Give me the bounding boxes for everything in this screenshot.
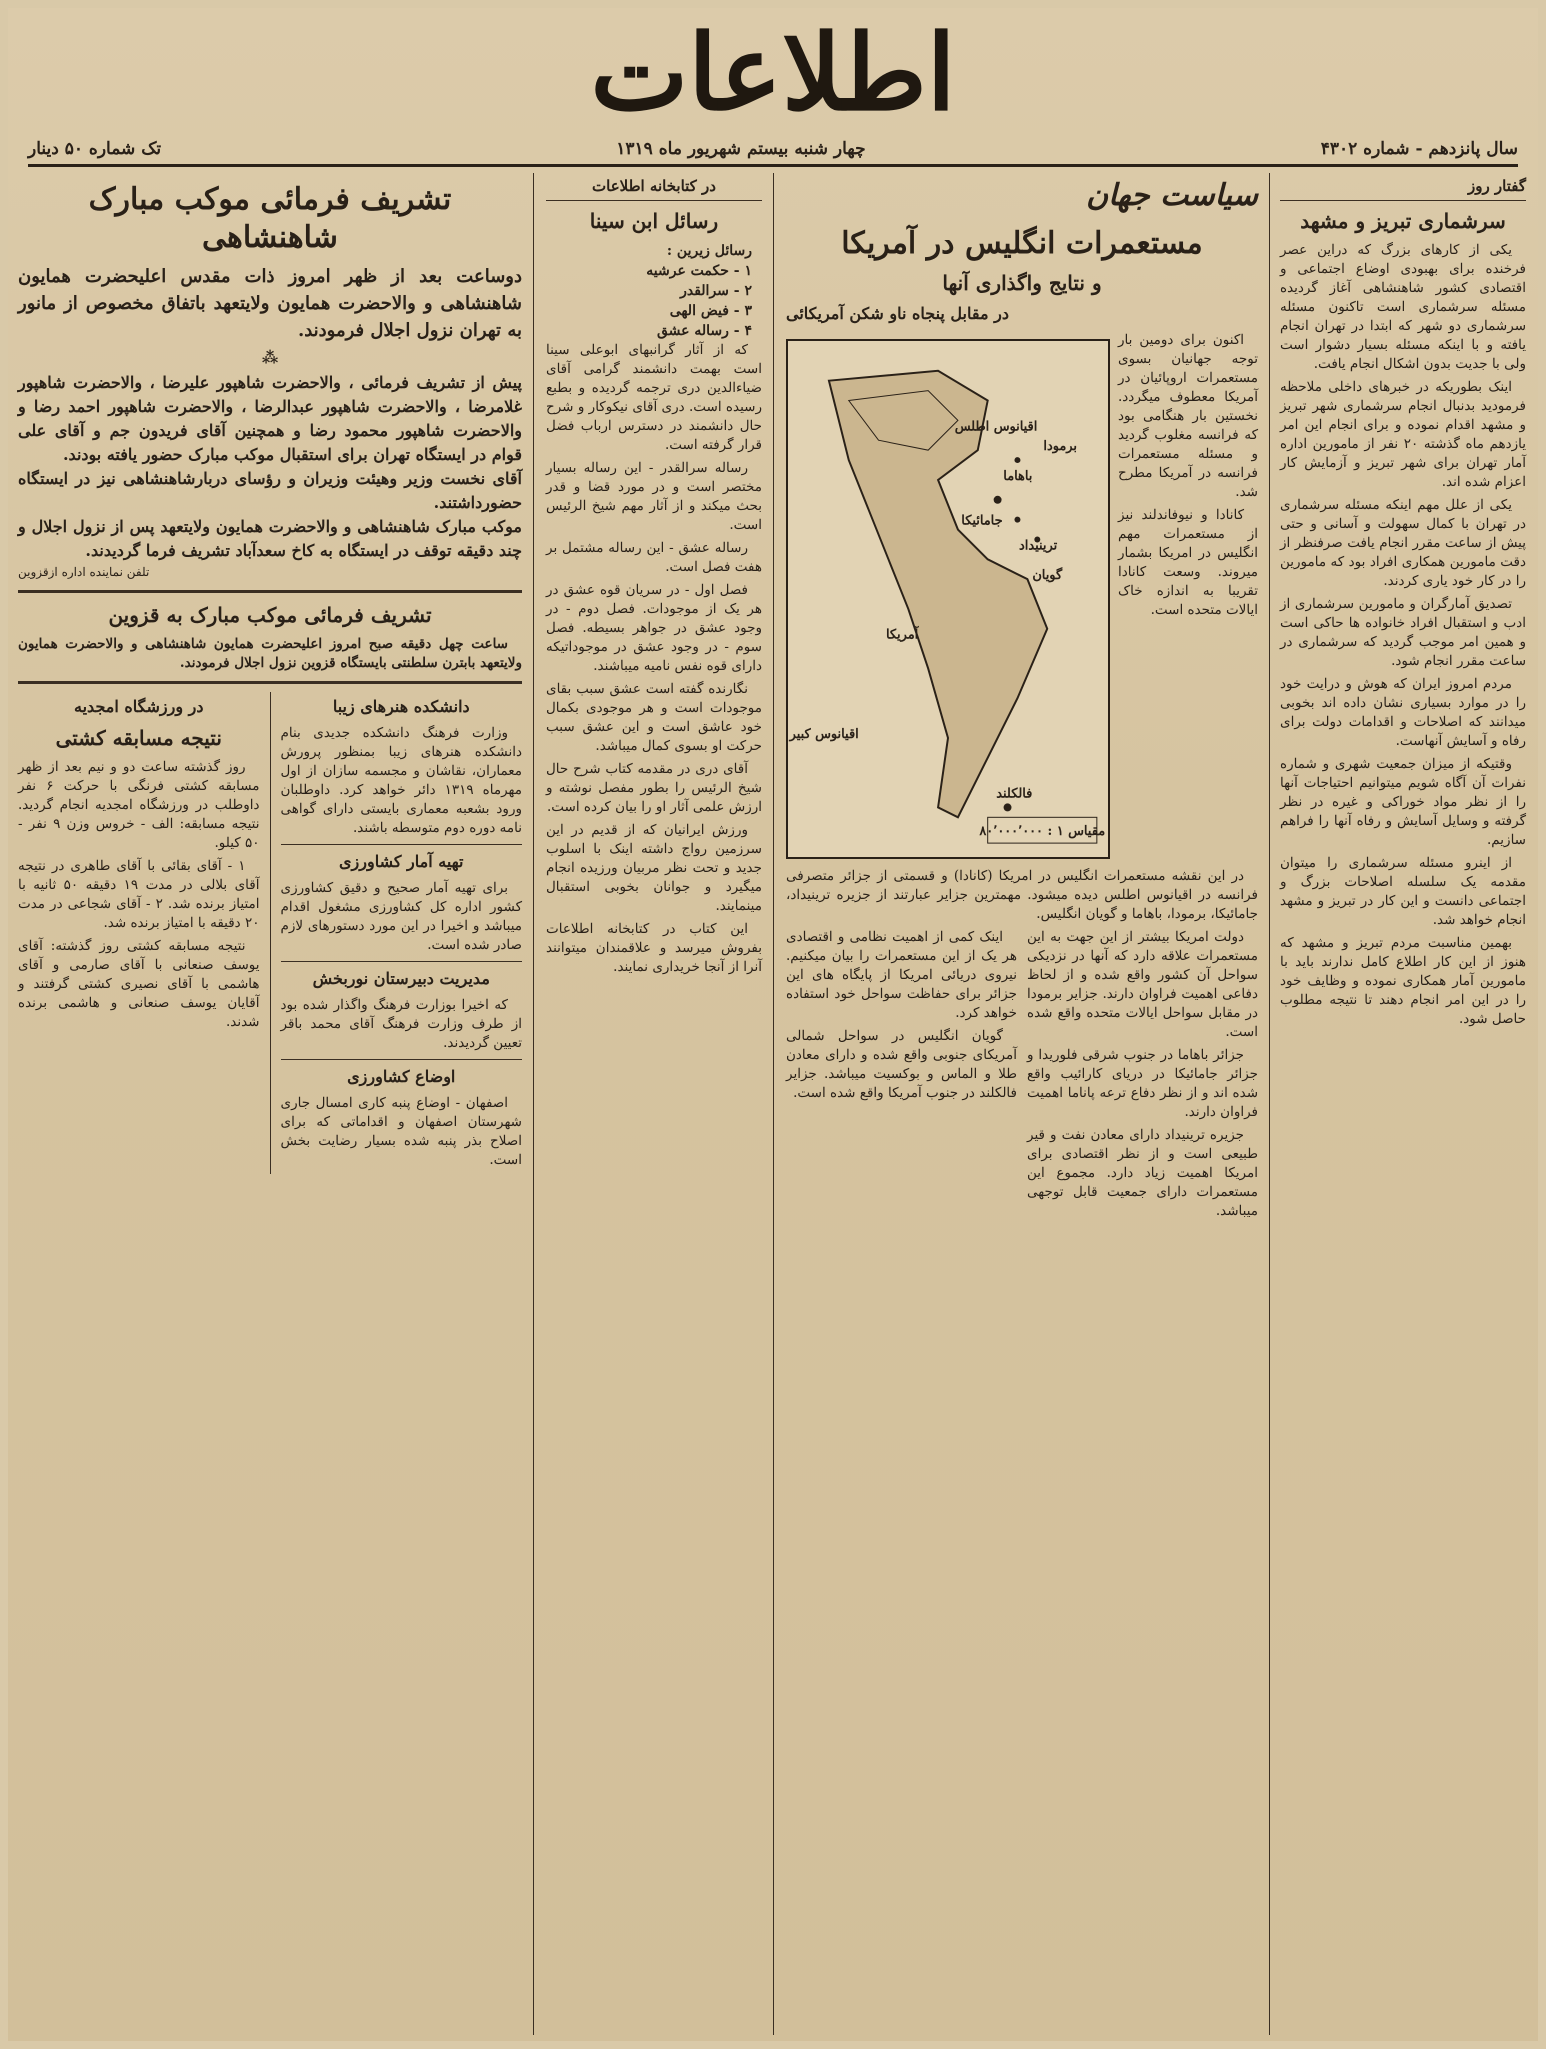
subhead: مدیریت دبیرستان نوربخش xyxy=(312,969,490,988)
article-paragraph: مردم امروز ایران که هوش و درایت خود را در موارد بسیاری نشان داده اند بخوبی میدانند که اصلاحات و اقدامات دولت برای رفاه و آسایش آنهاست. xyxy=(1280,676,1526,749)
subhead: اوضاع کشاورزی xyxy=(347,1067,456,1086)
map-illustration xyxy=(786,339,1110,859)
world-headline: مستعمرات انگلیس در آمریکا xyxy=(841,226,1203,261)
article-paragraph: وقتیکه از میزان جمعیت شهری و شماره نفرات آن آگاه شویم میتوانیم احتیاجات آنها را از نظر مواد خوراکی و غیره در نظر گرفته و وسایل آسایش و رفاه آنها را فراهم سازیم. xyxy=(1280,756,1526,848)
subhead: تهیه آمار کشاورزی xyxy=(339,852,464,871)
article-paragraph: فصل اول - در سریان قوه عشق در هر یک از موجودات. فصل دوم - در وجود عشق در جواهر بسیطه. فصل سوم - در وجود عشق در موجوداتیکه دارای قوه نفس نامیه میباشند. xyxy=(546,582,762,674)
column-royal-news xyxy=(10,173,530,2035)
column-library xyxy=(538,173,770,2035)
world-lead-column xyxy=(1118,331,1258,867)
article-paragraph: آقای دری در مقدمه کتاب شرح حال شیخ الرئیس را بطور مفصل نوشته و ارزش علمی آثار او را بیان کرده است. xyxy=(546,761,762,815)
wrestling-headline: نتیجه مسابقه کشتی xyxy=(55,726,222,750)
map-label: گویان xyxy=(1032,568,1063,584)
issue-date: چهار شنبه بیستم شهریور ماه ۱۳۱۹ xyxy=(616,138,866,159)
subhead: در ورزشگاه امجدیه xyxy=(74,697,204,716)
map-label: برمودا xyxy=(1043,439,1077,455)
article-paragraph: که از آثار گرانبهای ابوعلی سینا است بهمت دانشمند گرامی آقای ضیاءالدین دری ترجمه گردیده و بطبع رسیده است. دری آقای نیکوکار و شرح حال دانشمند در دسترس ارباب فضل قرار گرفته است. xyxy=(546,342,762,453)
article-paragraph: که اخیرا بوزارت فرهنگ واگذار شده بود از طرف وزارت فرهنگ آقای محمد باقر تعیین گردیدند. xyxy=(280,997,522,1051)
divider xyxy=(281,844,523,845)
article-paragraph: کانادا و نیوفاندلند نیز از مستعمرات مهم انگلیس در امریکا بشمار میروند. وسعت کانادا تقریبا به اندازه خاک ایالات متحده است. xyxy=(1118,507,1258,618)
list-item: ۲ - سرالقدر xyxy=(680,283,752,299)
article-paragraph: رساله سرالقدر - این رساله بسیار مختصر است و در مورد قضا و قدر بحث میکند و از آثار مهم شیخ الرئیس است. xyxy=(546,460,762,533)
issue-info-bar xyxy=(28,133,1518,167)
article-paragraph: اصفهان - اوضاع پنبه کاری امسال جاری شهرستان اصفهان و اقداماتی که برای اصلاح بذر پنبه شده بسیار رضایت بخش است. xyxy=(280,1095,522,1168)
divider xyxy=(281,961,523,962)
continent-shape xyxy=(829,371,1047,818)
column-rule xyxy=(270,692,271,1174)
article-paragraph: از اینرو مسئله سرشماری را میتوان مقدمه یک سلسله اصلاحات بزرگ و اجتماعی دانست و این کار در تبریز و مشهد انجام خواهد شد. xyxy=(1280,855,1526,928)
royal-paragraph: پیش از تشریف فرمائی ، والاحضرت شاهپور علیرضا ، والاحضرت شاهپور غلامرضا ، والاحضرت شاهپور عبدالرضا ، والاحضرت شاهپور احمد رضا و والاحضرت شاهپور محمود رضا و همچنین آقای فریدون جم و آقای علی قوام در ایستگاه تهران برای استقبال موکب مبارک حضور یافته بودند. xyxy=(18,373,523,464)
masthead xyxy=(8,11,1538,134)
world-subsubheadline: در مقابل پنجاه ناو شکن آمریکائی xyxy=(786,304,1009,323)
article-paragraph: جزیره ترینیداد دارای معادن نفت و قیر طبیعی است و از نظر اقتصادی برای امریکا اهمیت زیاد دارد. مجموع این مستعمرات دارای جمعیت قابل توجهی میباشد. xyxy=(1027,1127,1258,1219)
map-label: اقیانوس کبیر xyxy=(789,726,859,742)
article-paragraph: یکی از علل مهم اینکه مسئله سرشماری در تهران با کمال سهولت و آسانی و حتی پیش از ساعت مقرر انجام یافت صرفنظر از دقت مامورین همکاری افراد بود که مامورین را در کار خود یاری کردند. xyxy=(1280,497,1526,589)
list-item: ۳ - فیض الهی xyxy=(669,303,752,319)
map-label: اقیانوس اطلس xyxy=(954,419,1038,435)
island-marker xyxy=(1014,517,1020,523)
newspaper-title: اطلاعات xyxy=(590,11,956,134)
list-item: ۱ - حکمت عرشیه xyxy=(646,263,752,279)
dispatch-source: تلفن نماینده اداره ازقزوین xyxy=(18,565,150,579)
world-subcolumn xyxy=(786,928,1017,1225)
royal-subcolumn xyxy=(18,692,260,1174)
article-paragraph: این کتاب در کتابخانه اطلاعات بفروش میرسد و علاقمندان میتوانند آنرا از آنجا خریداری نمایند. xyxy=(546,921,762,975)
article-paragraph: یکی از کارهای بزرگ که دراین عصر فرخنده برای بهبودی اوضاع اجتماعی و اقتصادی کشور شاهنشاهی آغاز گردیده مسئله سرشماری است تاکنون مسئله سرشماری دو شهر که ابتدا در تهران انجام یافته و با اینکه مسئله بسیار دشوار است ولی با جدیت بدون اشکال انجام یافت. xyxy=(1280,242,1526,372)
section-label: سیاست جهان xyxy=(1086,178,1258,213)
article-paragraph: دولت امریکا بیشتر از این جهت به این مستعمرات علاقه دارد که آنها در نزدیکی سواحل آن کشور واقع شده و از لحاظ دفاعی اهمیت فراوان دارند. جزایر برمودا در مقابل سواحل ایالات متحده واقع شده است. xyxy=(1027,929,1258,1040)
royal-subcolumn xyxy=(281,692,523,1174)
island-marker xyxy=(994,496,1002,504)
island-marker xyxy=(1004,803,1012,811)
island-marker xyxy=(1014,457,1020,463)
article-paragraph: ورزش ایرانیان که از قدیم در این سرزمین رواج داشته اینک با اسلوب جدید و تحت نظر مربیان ورزیده انجام میگیرد و جوانان بخوبی استقبال مینمایند. xyxy=(546,822,762,914)
article-paragraph: گویان انگلیس در سواحل شمالی آمریکای جنوبی واقع شده و دارای معادن طلا و الماس و بوکسیت میباشد. جزایر فالکلند در جنوب آمریکا واقع شده است. xyxy=(786,1028,1017,1101)
world-subheadline: و نتایج واگذاری آنها xyxy=(942,271,1102,295)
newspaper-page xyxy=(8,8,1538,2041)
royal-headline: تشریف فرمائی موکب مبارک شاهنشاهی xyxy=(88,182,452,255)
article-paragraph: روز گذشته ساعت دو و نیم بعد از ظهر مسابقه کشتی فرنگی با حرکت ۶ نفر داوطلب در ورزشگاه امجدیه انجام گردید. نتیجه مسابقه: الف - خروس وزن ۹ نفر - ۵۰ کیلو. xyxy=(18,759,260,851)
article-paragraph: اینک کمی از اهمیت نظامی و اقتصادی هر یک از این مستعمرات را بیان میکنیم. نیروی دریائی امریکا از پایگاه های این جزائر برای حفاظت سواحل خود استفاده خواهد کرد. xyxy=(786,929,1017,1021)
map-scale: مقیاس ۱ : ۸۰٬۰۰۰٬۰۰۰ xyxy=(979,824,1106,840)
divider xyxy=(18,590,522,593)
library-headline: رسائل ابن سینا xyxy=(589,209,719,233)
list-title: رسائل زیرین : xyxy=(666,243,752,259)
royal-paragraph: آقای نخست وزیر وهیئت وزیران و رؤسای دربارشاهنشاهی نیز در ایستگاه حضورداشتند. xyxy=(18,469,522,512)
article-paragraph: جزائر باهاما در جنوب شرقی فلوریدا و جزائر جامائیکا در دریای کارائیب واقع شده اند و از نظر دفاع ترعه پاناما اهمیت فراوان دارند. xyxy=(1027,1047,1258,1120)
article-paragraph: اینک بطوریکه در خبرهای داخلی ملاحظه فرمودید بدنبال انجام سرشماری شهر تبریز و مشهد اقدام نموده و برای انجام این امر یازدهم ماه گذشته ۲۰ نفر از مامورین اداره آمار تهران برای شهر تبریز و آزمایش کار اعزام شده اند. xyxy=(1280,379,1526,490)
article-paragraph: بهمین مناسبت مردم تبریز و مشهد که هنوز از این کار اطلاع کامل ندارند باید با مامورین آمار همکاری نموده و وظایف خود را در این امر انجام دهند تا نتیجه مطلوب حاصل شود. xyxy=(1280,935,1526,1027)
column-editorial xyxy=(1272,173,1534,2035)
article-paragraph: در این نقشه مستعمرات انگلیس در امریکا (کانادا) و قسمتی از جزائر متصرفی فرانسه در اقیانوس اطلس دیده میشود. مهمترین جزایر عبارتند از جزیره ترینیداد، جامائیکا، برمودا، باهاما و گویان انگلیس. xyxy=(786,868,1258,922)
article-paragraph: اکنون برای دومین بار توجه جهانیان بسوی مستعمرات اروپائیان در آمریکا معطوف میگردد. نخستین بار هنگامی بود که فرانسه مغلوب گردید و مسئله مستعمرات فرانسه در آمریکا مطرح شد. xyxy=(1118,332,1258,500)
column-rule xyxy=(533,173,534,2035)
column-rule xyxy=(773,173,774,2035)
royal-paragraph: موکب مبارک شاهنشاهی و والاحضرت همایون ولایتعهد پس از نزول اجلال و چند دقیقه توقف در ایستگاه به کاخ سعدآباد تشریف فرما گردیدند. xyxy=(18,517,523,560)
article-paragraph: ۱ - آقای بقائی با آقای طاهری در نتیجه آقای بلالی در مدت ۱۹ دقیقه ۵۰ ثانیه با امتیاز برنده شد. ۲ - آقای شجاعی در مدت ۲۰ دقیقه با امتیاز برنده شد. xyxy=(18,858,260,931)
column-world-politics xyxy=(778,173,1266,2035)
editorial-headline: سرشماری تبریز و مشهد xyxy=(1300,209,1506,233)
section-label: در کتابخانه اطلاعات xyxy=(546,177,762,201)
map-label: آمریکا xyxy=(885,627,919,643)
article-paragraph: ساعت چهل دقیقه صبح امروز اعلیحضرت همایون شاهنشاهی و والاحضرت همایون ولایتعهد بابترن سلطنتی بایستگاه قزوین نزول اجلال فرمودند. xyxy=(18,636,522,671)
divider xyxy=(281,1059,523,1060)
issue-price: تک شماره ۵۰ دینار xyxy=(28,138,162,159)
subhead: دانشکده هنرهای زیبا xyxy=(332,697,470,716)
separator-dots: ⁂ xyxy=(261,348,279,367)
list-item: ۴ - رساله عشق xyxy=(656,323,752,339)
map-label: جامائیکا xyxy=(961,513,1003,529)
book-list xyxy=(546,241,762,341)
article-paragraph: برای تهیه آمار صحیح و دقیق کشاورزی کشور اداره کل کشاورزی مشغول اقدام میباشد و اخیرا در این مورد دستورهای لازم صادر شده است. xyxy=(280,880,522,953)
article-paragraph: وزارت فرهنگ دانشکده جدیدی بنام دانشکده هنرهای زیبا بمنظور پرورش معماران، نقاشان و مجسمه سازان از اول مهرماه ۱۳۱۹ دائر خواهد کرد. داوطلبان ورود بشعبه معماری بایستی دارای گواهی نامه دوره دوم متوسطه باشند. xyxy=(280,725,522,836)
americas-map xyxy=(788,341,1108,857)
article-paragraph: نتیجه مسابقه کشتی روز گذشته: آقای یوسف صنعانی با آقای صارمی و آقای هاشمی با آقای نصیری کشتی گرفتند و آقایان یوسف صنعانی و هاشمی برنده شدند. xyxy=(18,938,260,1030)
map-label: باهاما xyxy=(1003,468,1033,484)
section-label: گفتار روز xyxy=(1280,177,1526,201)
map-label: فالکلند xyxy=(996,786,1033,802)
world-subcolumn xyxy=(1027,928,1258,1225)
article-paragraph: تصدیق آمارگران و مامورین سرشماری از ادب و استقبال افراد خانواده ها حاکی است و همین امر موجب گردید که سرشماری در ساعت مقرر انجام شود. xyxy=(1280,596,1526,669)
qazvin-headline: تشریف فرمائی موکب مبارک به قزوین xyxy=(108,603,432,627)
article-paragraph: رساله عشق - این رساله مشتمل بر هفت فصل است. xyxy=(546,540,762,575)
divider xyxy=(18,681,522,684)
article-paragraph: نگارنده گفته است عشق سبب بقای موجودات است و هر موجودی بکمال خود عاشق است و این عشق سبب حرکت او بسوی کمال میباشد. xyxy=(546,681,762,754)
royal-lead: دوساعت بعد از ظهر امروز ذات مقدس اعلیحضرت همایون شاهنشاهی و والاحضرت همایون ولایتعهد باتفاق مخصوص از مانور به تهران نزول اجلال فرمودند. xyxy=(18,266,522,341)
volume-issue: سال پانزدهم - شماره ۴۳۰۲ xyxy=(1320,138,1518,159)
column-rule xyxy=(1269,173,1270,2035)
map-label: ترینیداد xyxy=(1018,538,1058,554)
